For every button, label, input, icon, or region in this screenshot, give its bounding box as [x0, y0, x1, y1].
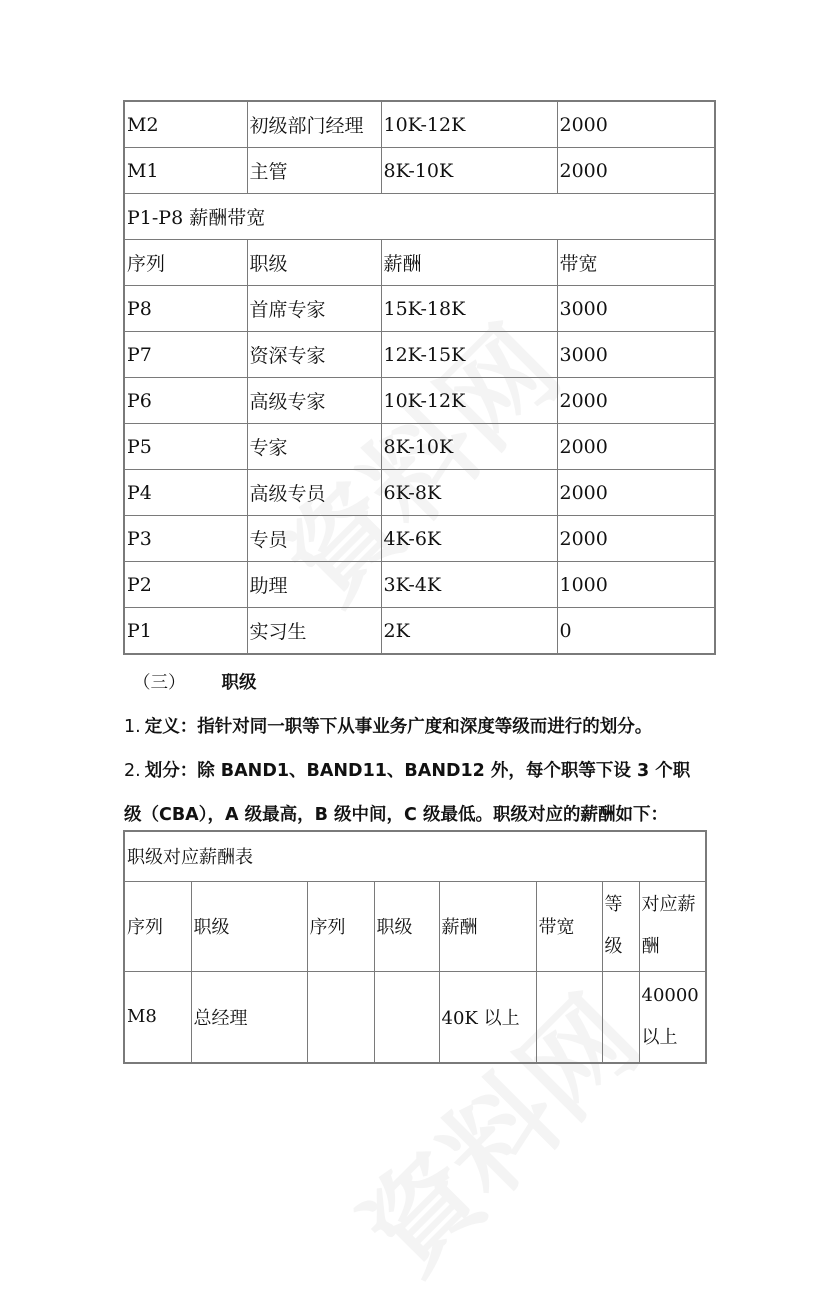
- column-header: 薪酬: [381, 240, 557, 286]
- column-header: 序列: [124, 240, 247, 286]
- table-cell: 专员: [247, 516, 381, 562]
- table-section-title: P1-P8 薪酬带宽: [124, 194, 715, 240]
- table-cell: P5: [124, 424, 247, 470]
- table-cell: 2000: [557, 101, 715, 148]
- table-cell: 6K-8K: [381, 470, 557, 516]
- table-cell: [602, 971, 639, 1063]
- table-cell: M2: [124, 101, 247, 148]
- table-cell: 15K-18K: [381, 286, 557, 332]
- table-cell: M8: [124, 971, 191, 1063]
- table-cell: 2K: [381, 608, 557, 655]
- table-cell: [374, 971, 439, 1063]
- table-cell: 2000: [557, 424, 715, 470]
- table-cell: P3: [124, 516, 247, 562]
- table-section-row: [124, 194, 715, 240]
- table-cell: 总经理: [191, 971, 307, 1063]
- table-cell: P7: [124, 332, 247, 378]
- table-cell: 12K-15K: [381, 332, 557, 378]
- column-header: 职级: [247, 240, 381, 286]
- table-row: [124, 101, 715, 148]
- table-cell: 2000: [557, 378, 715, 424]
- table-cell: 4K-6K: [381, 516, 557, 562]
- table-cell: 资深专家: [247, 332, 381, 378]
- column-header: 等级: [602, 881, 639, 971]
- table-row: [124, 608, 715, 655]
- table-row: [124, 470, 715, 516]
- table-cell: 40000以上: [639, 971, 706, 1063]
- table-cell: 8K-10K: [381, 148, 557, 194]
- paragraph-division: [124, 757, 690, 782]
- table-header-row: [124, 881, 706, 971]
- table-cell: 3K-4K: [381, 562, 557, 608]
- table-cell: 0: [557, 608, 715, 655]
- column-header: 序列: [124, 881, 191, 971]
- table-cell: 初级部门经理: [247, 101, 381, 148]
- column-header: 序列: [307, 881, 374, 971]
- table-cell: 8K-10K: [381, 424, 557, 470]
- table-cell: 3000: [557, 286, 715, 332]
- table-cell: P2: [124, 562, 247, 608]
- table-cell: 主管: [247, 148, 381, 194]
- table-title-row: [124, 831, 706, 881]
- column-header: 对应薪酬: [639, 881, 706, 971]
- paragraph-text: 级（CBA），A 级最高，B 级中间，C 级最低。职级对应的薪酬如下：: [124, 805, 668, 825]
- table-cell: [536, 971, 602, 1063]
- table-cell: 10K-12K: [381, 378, 557, 424]
- table-row: [124, 424, 715, 470]
- table-cell: [307, 971, 374, 1063]
- table-cell: M1: [124, 148, 247, 194]
- table-cell: P8: [124, 286, 247, 332]
- table-row: [124, 286, 715, 332]
- paragraph-number: 1.: [124, 717, 141, 737]
- table-cell: 高级专家: [247, 378, 381, 424]
- column-header: 薪酬: [439, 881, 536, 971]
- grade-salary-table: [123, 830, 707, 1064]
- table-row: [124, 332, 715, 378]
- section-title: 职级: [221, 673, 257, 693]
- section-number: （三）: [133, 673, 186, 693]
- table-cell: 高级专员: [247, 470, 381, 516]
- table-cell: 40K 以上: [439, 971, 536, 1063]
- paragraph-division-continued: [124, 801, 668, 826]
- section-heading: [133, 669, 257, 694]
- table-row: [124, 971, 706, 1063]
- table-header-row: [124, 240, 715, 286]
- salary-band-table: [123, 100, 716, 655]
- table-cell: 3000: [557, 332, 715, 378]
- table-cell: 2000: [557, 470, 715, 516]
- column-header: 职级: [374, 881, 439, 971]
- table-cell: 首席专家: [247, 286, 381, 332]
- column-header: 带宽: [557, 240, 715, 286]
- table-cell: 助理: [247, 562, 381, 608]
- table-cell: P4: [124, 470, 247, 516]
- column-header: 带宽: [536, 881, 602, 971]
- table-cell: 2000: [557, 516, 715, 562]
- table-cell: P1: [124, 608, 247, 655]
- table-row: [124, 148, 715, 194]
- table-title: 职级对应薪酬表: [124, 831, 706, 881]
- table-cell: 实习生: [247, 608, 381, 655]
- paragraph-text: 定义：指针对同一职等下从事业务广度和深度等级而进行的划分。: [144, 717, 653, 737]
- table-cell: 2000: [557, 148, 715, 194]
- table-row: [124, 562, 715, 608]
- table-row: [124, 378, 715, 424]
- table-cell: P6: [124, 378, 247, 424]
- table-row: [124, 516, 715, 562]
- table-cell: 1000: [557, 562, 715, 608]
- paragraph-definition: [124, 713, 652, 738]
- table-cell: 10K-12K: [381, 101, 557, 148]
- table-cell: 专家: [247, 424, 381, 470]
- paragraph-text: 划分：除 BAND1、BAND11、BAND12 外，每个职等下设 3 个职: [144, 761, 691, 781]
- column-header: 职级: [191, 881, 307, 971]
- paragraph-number: 2.: [124, 761, 141, 781]
